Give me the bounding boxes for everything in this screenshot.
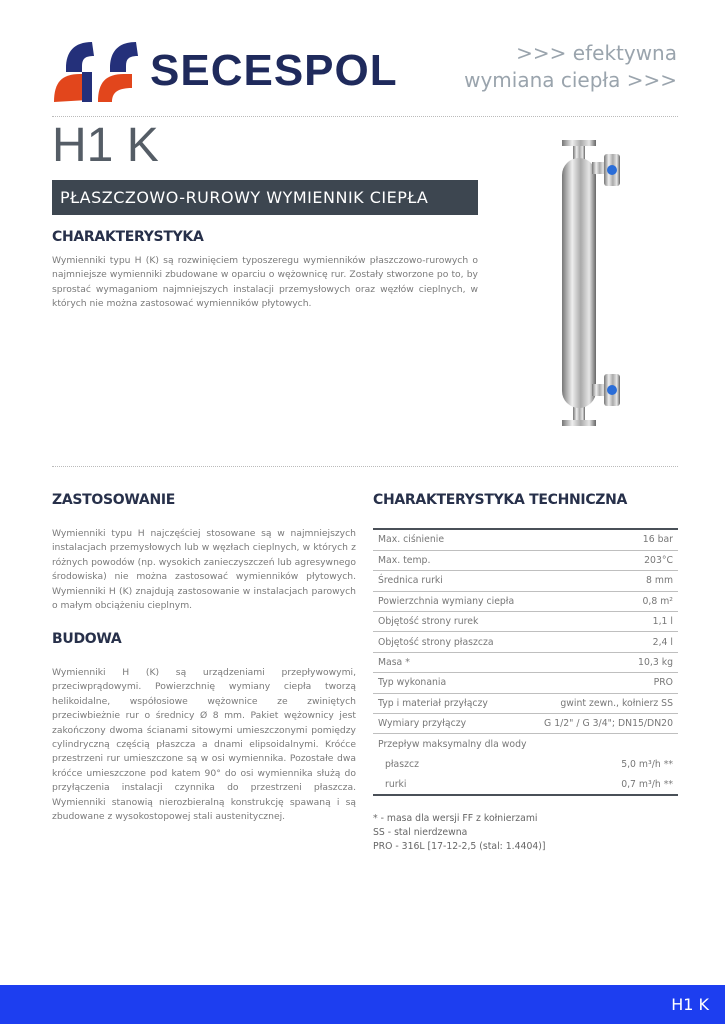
spec-value: 1,1 l: [536, 612, 679, 632]
spec-label: Wymiary przyłączy: [373, 714, 536, 734]
brand-name: SECESPOL: [150, 46, 398, 95]
spec-label: Masa *: [373, 652, 536, 672]
table-row: [373, 652, 678, 672]
spec-label: Max. ciśnienie: [373, 530, 536, 550]
table-row: [373, 775, 678, 795]
spec-label: Typ wykonania: [373, 673, 536, 693]
footer-bar: [0, 985, 725, 1024]
spec-label: Przepływ maksymalny dla wody: [378, 738, 527, 750]
secespol-logo: [52, 38, 398, 104]
tech-spec-table: [373, 528, 678, 796]
construction-heading: BUDOWA: [52, 631, 122, 647]
spec-label: Objętość strony rurek: [373, 612, 536, 632]
spec-value: 203°C: [536, 550, 679, 570]
table-row: [373, 571, 678, 591]
footer-label: H1 K: [671, 995, 709, 1014]
spec-value: 5,0 m³/h **: [621, 758, 673, 770]
spec-label: płaszcz: [385, 758, 419, 770]
spec-value: 2,4 l: [536, 632, 679, 652]
table-row: [373, 693, 678, 713]
spec-value: 0,7 m³/h **: [536, 775, 679, 795]
table-row: [373, 714, 678, 734]
tagline-line2: wymiana ciepła >>>: [464, 68, 677, 92]
spec-label: Powierzchnia wymiany ciepła: [373, 591, 536, 611]
tagline-line1: >>> efektywna: [516, 41, 677, 65]
spec-value: [536, 734, 679, 754]
characteristics-heading: CHARAKTERYSTYKA: [52, 229, 204, 245]
table-row: [373, 673, 678, 693]
table-row: [373, 550, 678, 570]
logo-mark-icon: [52, 38, 147, 104]
spec-label: Objętość strony płaszcza: [373, 632, 536, 652]
footnote: PRO - 316L [17-12-2,5 (stal: 1.4404)]: [373, 841, 546, 852]
application-heading: ZASTOSOWANIE: [52, 492, 176, 508]
tagline: [464, 40, 677, 94]
tech-heading: CHARAKTERYSTYKA TECHNICZNA: [373, 492, 628, 508]
spec-value: 8 mm: [536, 571, 679, 591]
spec-label: rurki: [373, 775, 536, 795]
divider: [52, 116, 678, 117]
heat-exchanger-image: [548, 138, 628, 428]
page-title: H1 K: [52, 119, 159, 172]
spec-label: Typ i materiał przyłączy: [373, 693, 536, 713]
table-row: [373, 591, 678, 611]
table-row: [373, 754, 678, 774]
construction-text: Wymienniki H (K) są urządzeniami przepływowymi, przeciwprądowymi. Powierzchnię wymiany ciepła tworzą helikoidalne, współosiowe wężownice ze zwiniętych przeciwbieżnie rur o średnicy Ø 8 mm. Pakiet wężownicy jest zakończony dwoma ścianami sitowymi umieszczonymi pomiędzy cylindryczną częścią płaszcza a dnami elipsoidalnymi. Króćce przestrzeni rur umieszczone są w osi wymiennika. Pozostałe dwa króćce umieszczone pod katem 90° do osi wymiennika służą do przyłączenia instalacji czynnika do przestrzeni płaszcza. Wymienniki stanowią nierozbieralną konstrukcję spawaną i są zbudowane z wysokostopowej stali austenitycznej.: [52, 667, 356, 823]
footnote: * - masa dla wersji FF z kołnierzami: [373, 813, 538, 824]
table-row: [373, 612, 678, 632]
spec-value: 16 bar: [536, 530, 679, 550]
spec-value: 10,3 kg: [536, 652, 679, 672]
footnote: SS - stal nierdzewna: [373, 827, 468, 838]
table-row: [373, 734, 678, 754]
spec-value: G 1/2" / G 3/4"; DN15/DN20: [536, 714, 679, 734]
spec-label: Max. temp.: [373, 550, 536, 570]
table-row: [373, 530, 678, 550]
divider: [52, 466, 678, 467]
spec-label: Średnica rurki: [373, 571, 536, 591]
footnotes: [373, 812, 546, 854]
spec-value: PRO: [536, 673, 679, 693]
spec-value: gwint zewn., kołnierz SS: [536, 693, 679, 713]
application-text: Wymienniki typu H najczęściej stosowane są w najmniejszych instalacjach przemysłowych lub w węzłach cieplnych, w których z różnych powodów (np. wysokich zanieczyszczeń lub agresywnego środowiska) nie można zastosować wymienników płytowych. Wymienniki H (K) znajdują zastosowanie w instalacjach parowych o małym obciążeniu cieplnym.: [52, 528, 356, 612]
table-row: [373, 632, 678, 652]
spec-value: 0,8 m²: [536, 591, 679, 611]
characteristics-text: Wymienniki typu H (K) są rozwinięciem typoszeregu wymienników płaszczowo-rurowych o najmniejsze wymienniki zbudowane w oparciu o wężownicę rur. Zostały stworzone po to, by sprostać wymaganiom najmniejszych instalacji przemysłowych oraz węzłów cieplnych, w których nie można zastosować wymienników płytowych.: [52, 255, 478, 310]
subtitle-bar: PŁASZCZOWO-RUROWY WYMIENNIK CIEPŁA: [52, 180, 478, 215]
